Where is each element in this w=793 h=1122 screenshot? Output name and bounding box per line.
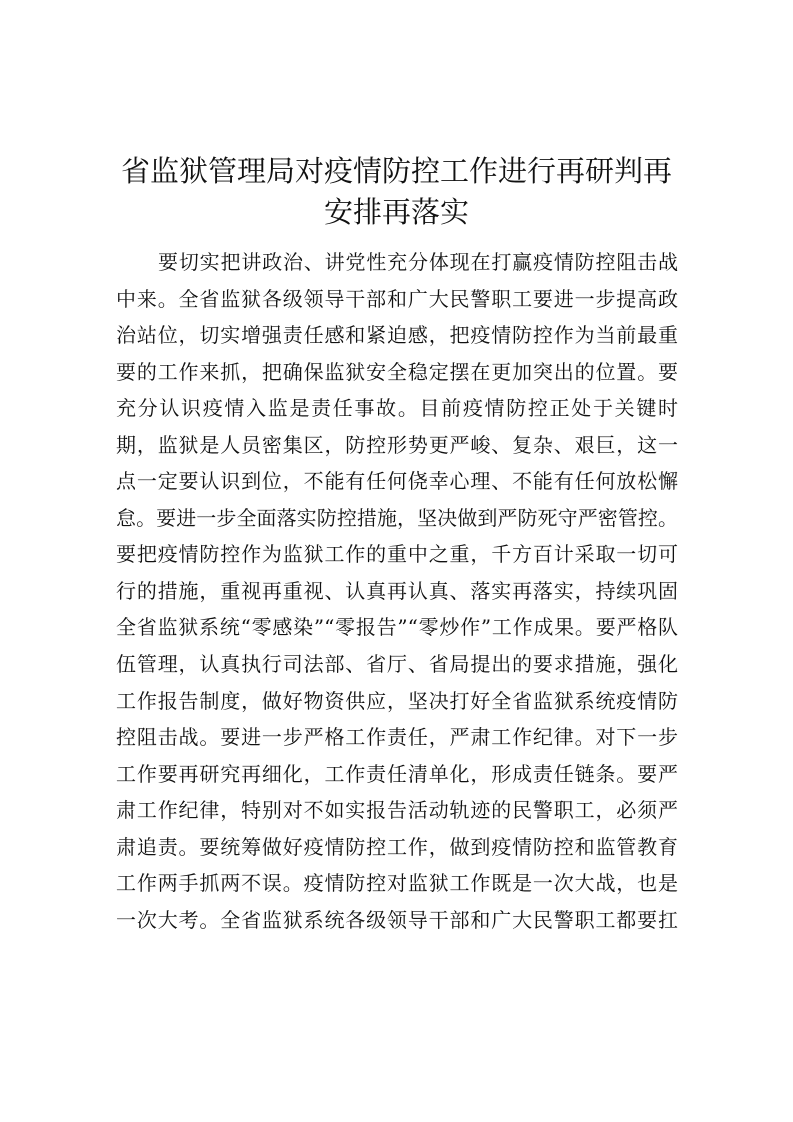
body-line: 要把疫情防控作为监狱工作的重中之重，千方百计采取一切可 [116,542,678,567]
body-line: 中来。全省监狱各级领导干部和广大民警职工要进一步提高政 [116,286,678,311]
body-line: 工作要再研究再细化，工作责任清单化，形成责任链条。要严 [116,761,678,786]
body-line: 全省监狱系统“零感染”“零报告”“零炒作”工作成果。要严格队 [116,615,678,640]
body-line: 一次大考。全省监狱系统各级领导干部和广大民警职工都要扛 [116,907,678,932]
body-line: 行的措施，重视再重视、认真再认真、落实再落实，持续巩固 [116,578,678,603]
body-line: 工作报告制度，做好物资供应，坚决打好全省监狱系统疫情防 [116,688,678,713]
title-line: 省监狱管理局对疫情防控工作进行再研判再 [120,154,672,188]
body-line: 要的工作来抓，把确保监狱安全稳定摆在更加突出的位置。要 [116,359,678,384]
body-line: 治站位，切实增强责任感和紧迫感，把疫情防控作为当前最重 [116,323,678,348]
body-line: 伍管理，认真执行司法部、省厅、省局提出的要求措施，强化 [116,652,678,677]
body-line: 怠。要进一步全面落实防控措施，坚决做到严防死守严密管控。 [116,505,678,530]
body-line: 期，监狱是人员密集区，防控形势更严峻、复杂、艰巨，这一 [116,432,678,457]
body-line: 肃追责。要统筹做好疫情防控工作，做到疫情防控和监管教育 [116,834,678,859]
document-body [116,244,678,938]
body-line: 点一定要认识到位，不能有任何侥幸心理、不能有任何放松懈 [116,469,678,494]
body-line: 要切实把讲政治、讲党性充分体现在打赢疫情防控阻击战 [158,250,678,274]
body-line: 肃工作纪律，特别对不如实报告活动轨迹的民警职工，必须严 [116,798,678,823]
body-line: 充分认识疫情入监是责任事故。目前疫情防控正处于关键时 [116,396,678,421]
body-line: 工作两手抓两不误。疫情防控对监狱工作既是一次大战，也是 [116,871,678,896]
title-line: 安排再落实 [323,195,469,229]
document-title [100,151,693,233]
body-line: 控阻击战。要进一步严格工作责任，严肃工作纪律。对下一步 [116,725,678,750]
